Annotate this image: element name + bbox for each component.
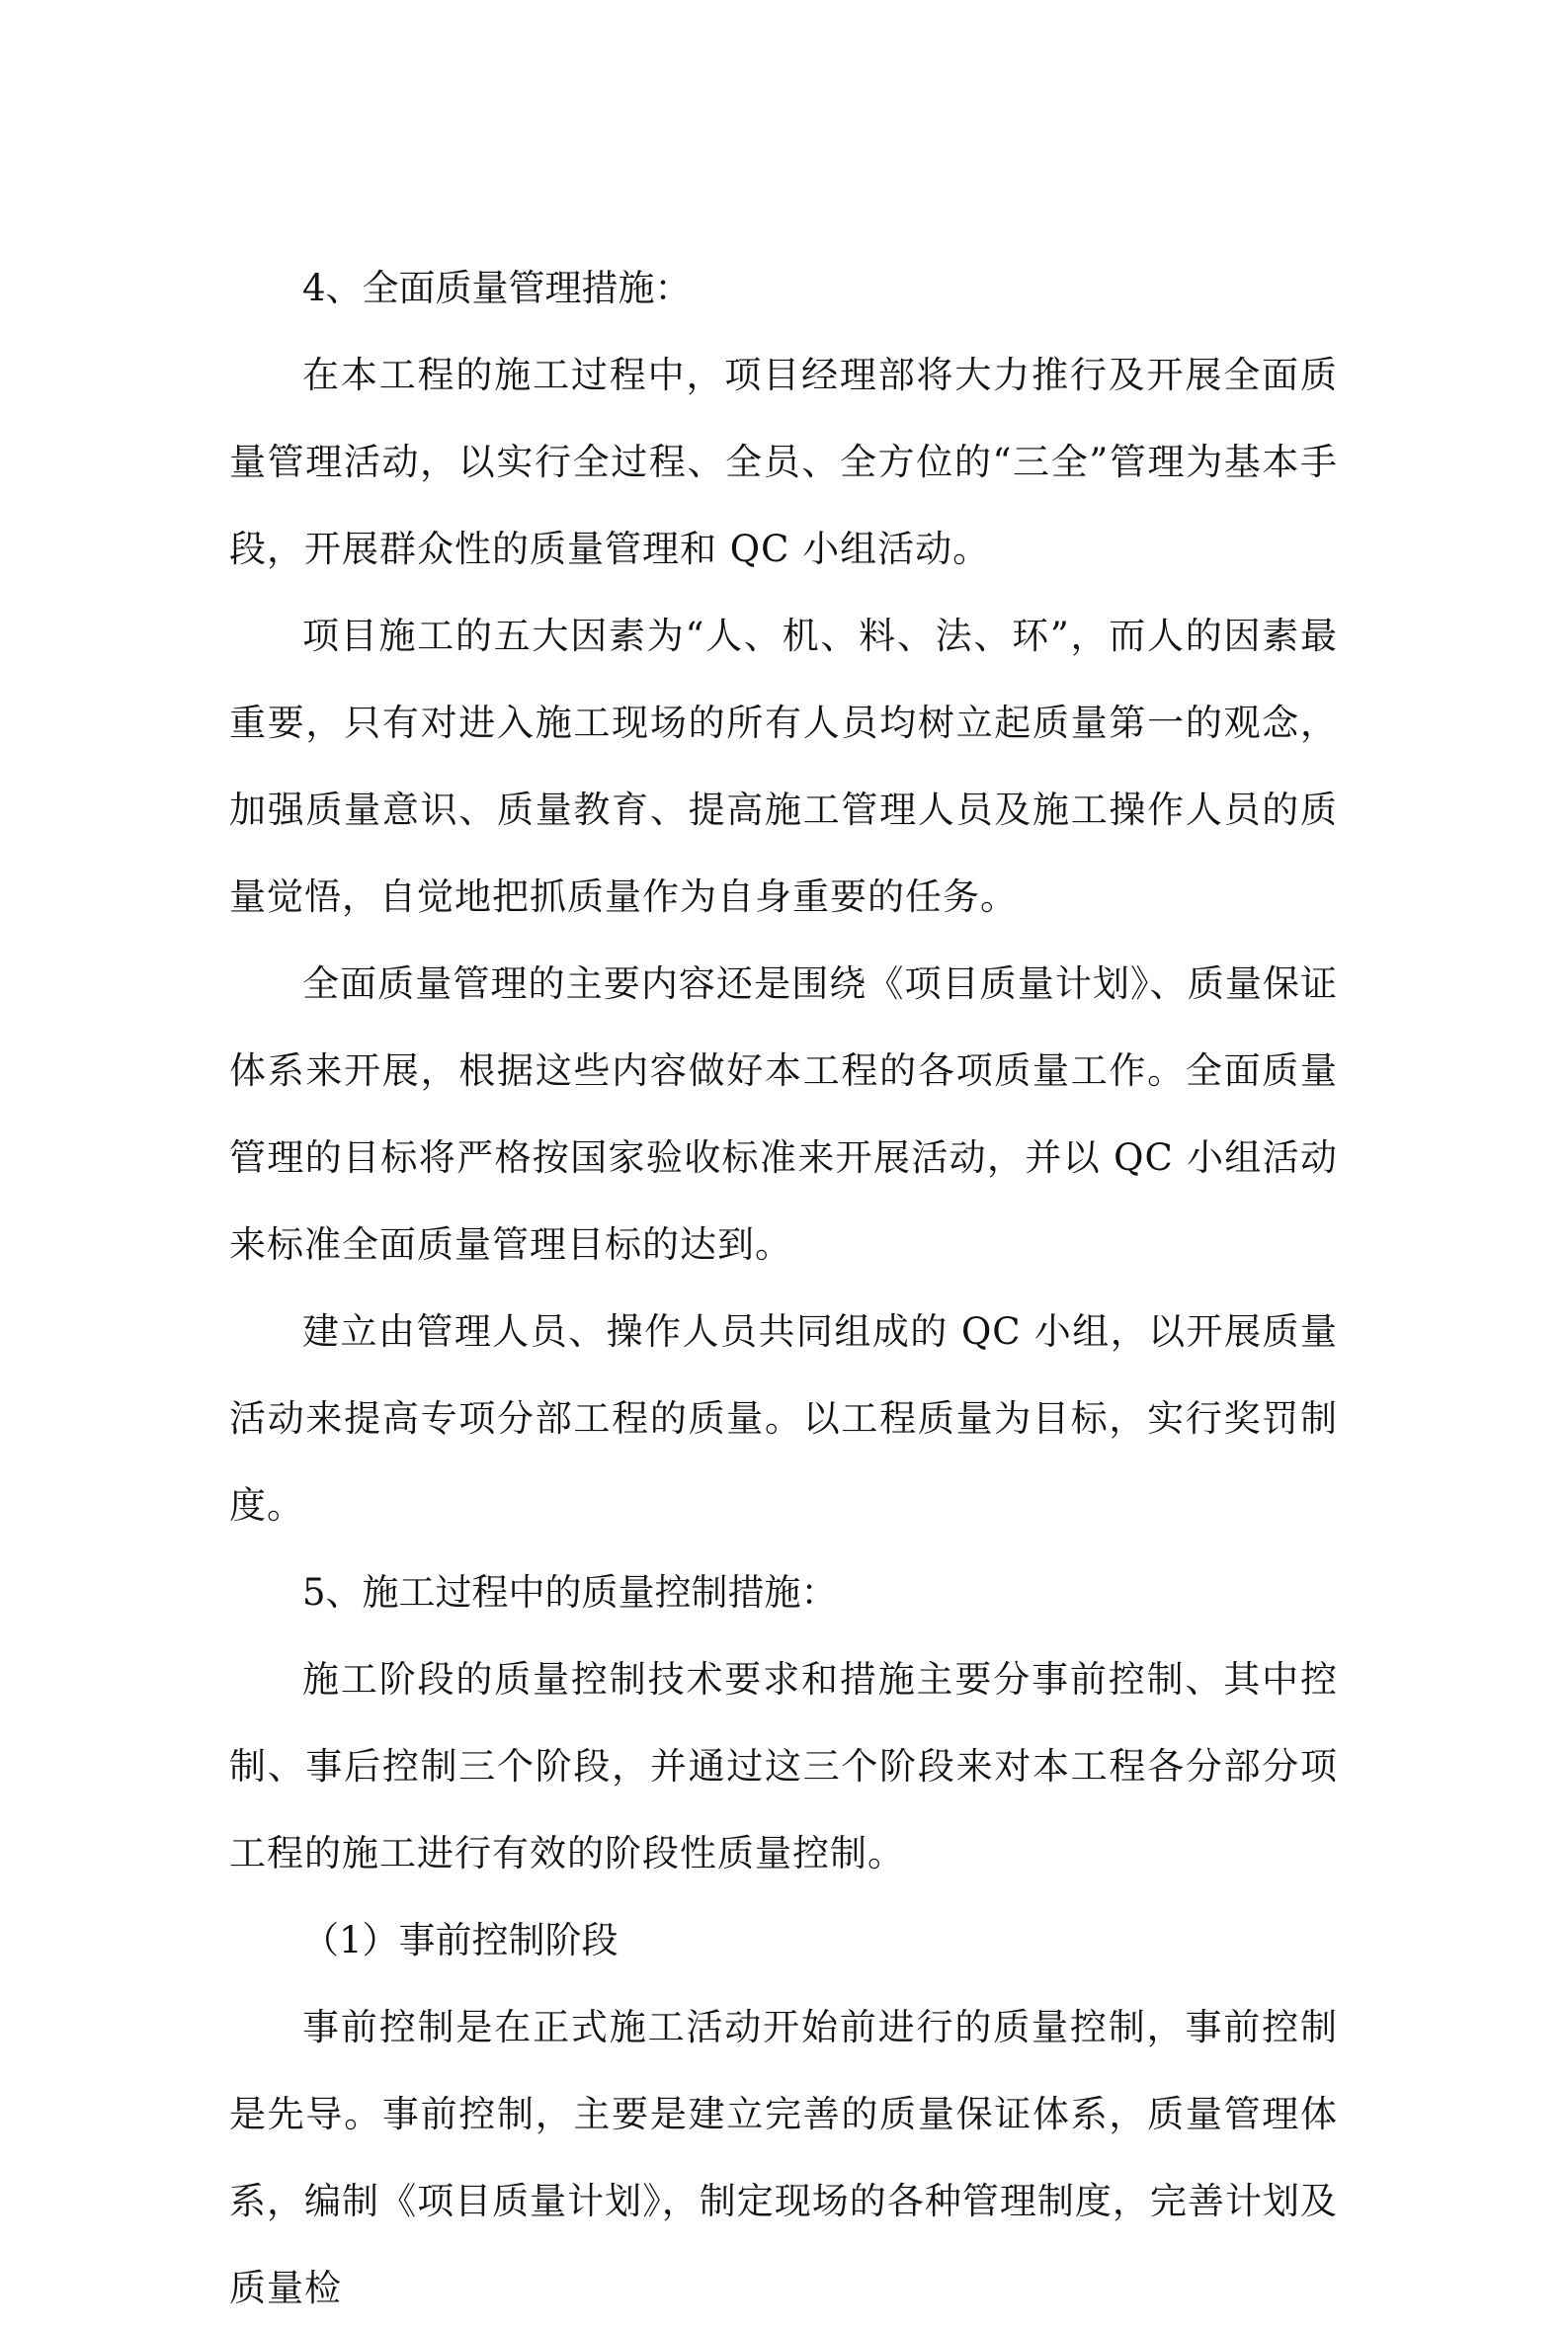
paragraph: 施工阶段的质量控制技术要求和措施主要分事前控制、其中控制、事后控制三个阶段，并通过这三个阶段来对本工程各分部分项工程的施工进行有效的阶段性质量控制。 [229, 1658, 1338, 1874]
paragraph: 建立由管理人员、操作人员共同组成的 QC 小组，以开展质量活动来提高专项分部工程的质量。以工程质量为目标，实行奖罚制度。 [229, 1310, 1338, 1527]
section-heading-5: 5、施工过程中的质量控制措施： [302, 1571, 838, 1614]
paragraph: 项目施工的五大因素为“人、机、料、法、环”，而人的因素最重要，只有对进入施工现场的所有人员均树立起质量第一的观念，加强质量意识、质量教育、提高施工管理人员及施工操作人员的质量觉悟，自觉地把抓质量作为自身重要的任务。 [229, 615, 1338, 918]
section-heading-4: 4、全面质量管理措施： [302, 267, 692, 309]
document-body [229, 245, 1338, 2332]
sub-heading-1: （1）事前控制阶段 [302, 1919, 619, 1961]
paragraph: 事前控制是在正式施工活动开始前进行的质量控制，事前控制是先导。事前控制，主要是建立完善的质量保证体系，质量管理体系，编制《项目质量计划》，制定现场的各种管理制度，完善计划及质量检 [229, 2006, 1338, 2309]
paragraph: 在本工程的施工过程中，项目经理部将大力推行及开展全面质量管理活动，以实行全过程、全员、全方位的“三全”管理为基本手段，开展群众性的质量管理和 QC 小组活动。 [229, 354, 1338, 570]
paragraph: 全面质量管理的主要内容还是围绕《项目质量计划》、质量保证体系来开展，根据这些内容做好本工程的各项质量工作。全面质量管理的目标将严格按国家验收标准来开展活动，并以 QC 小组活动来标准全面质量管理目标的达到。 [229, 962, 1338, 1266]
